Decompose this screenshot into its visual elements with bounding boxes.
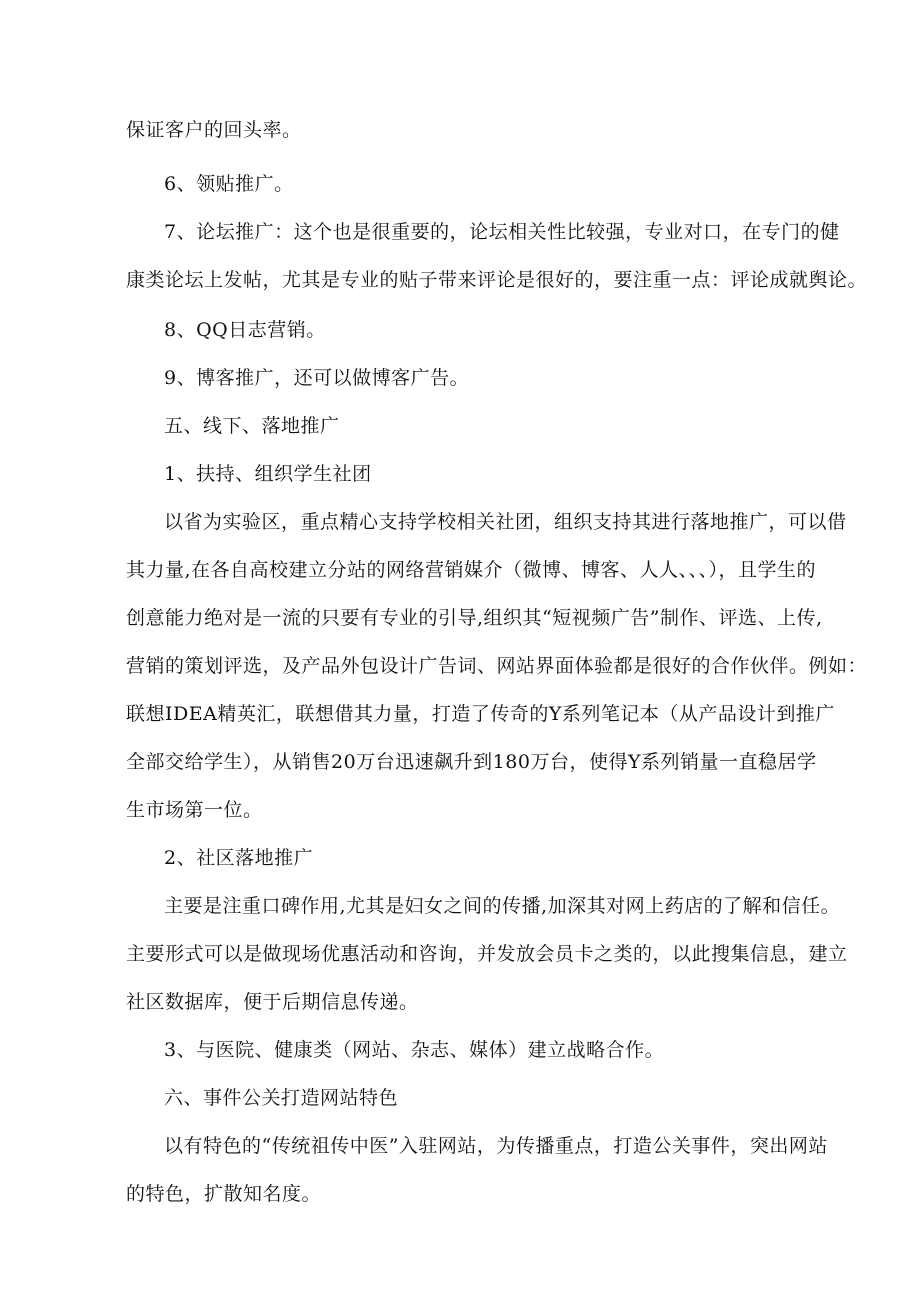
paragraph-line: 营销的策划评选，及产品外包设计广告词、网站界面体验都是很好的合作伙伴。例如：	[126, 655, 868, 677]
paragraph-line: 其力量,在各自高校建立分站的网络营销媒介（微博、博客、人人、、、），且学生的	[126, 559, 817, 581]
list-item: 7、论坛推广：这个也是很重要的，论坛相关性比较强，专业对口，在专门的健	[164, 221, 840, 243]
list-item: 6、领贴推广。	[164, 173, 294, 195]
paragraph-line: 主要是注重口碑作用,尤其是妇女之间的传播,加深其对网上药店的了解和信任。	[164, 895, 841, 917]
paragraph-line: 社区数据库，便于后期信息传递。	[126, 991, 419, 1013]
paragraph-line: 保证客户的回头率。	[126, 119, 302, 141]
paragraph-line: 以有特色的“传统祖传中医”入驻网站，为传播重点，打造公关事件，突出网站	[164, 1135, 828, 1157]
section-heading: 六、事件公关打造网站特色	[164, 1087, 399, 1109]
subsection-heading: 1、扶持、组织学生社团	[164, 463, 372, 485]
paragraph-line: 生市场第一位。	[126, 799, 263, 821]
paragraph-line: 创意能力绝对是一流的只要有专业的引导,组织其“短视频广告”制作、评选、上传,	[126, 607, 823, 629]
paragraph-line: 康类论坛上发帖，尤其是专业的贴子带来评论是很好的，要注重一点：评论成就舆论。	[126, 269, 868, 291]
list-item: 8、QQ日志营销。	[164, 319, 326, 341]
subsection-heading: 3、与医院、健康类（网站、杂志、媒体）建立战略合作。	[164, 1039, 665, 1061]
paragraph-line: 主要形式可以是做现场优惠活动和咨询，并发放会员卡之类的，以此搜集信息，建立	[126, 943, 848, 965]
paragraph-line: 的特色，扩散知名度。	[126, 1183, 322, 1205]
paragraph-line: 联想IDEA精英汇，联想借其力量，打造了传奇的Y系列笔记本（从产品设计到推广	[126, 703, 835, 725]
subsection-heading: 2、社区落地推广	[164, 847, 314, 869]
list-item: 9、博客推广，还可以做博客广告。	[164, 367, 470, 389]
paragraph-line: 全部交给学生），从销售20万台迅速飙升到180万台，使得Y系列销量一直稳居学	[126, 751, 817, 773]
section-heading: 五、线下、落地推广	[164, 415, 340, 437]
paragraph-line: 以省为实验区，重点精心支持学校相关社团，组织支持其进行落地推广，可以借	[164, 511, 847, 533]
